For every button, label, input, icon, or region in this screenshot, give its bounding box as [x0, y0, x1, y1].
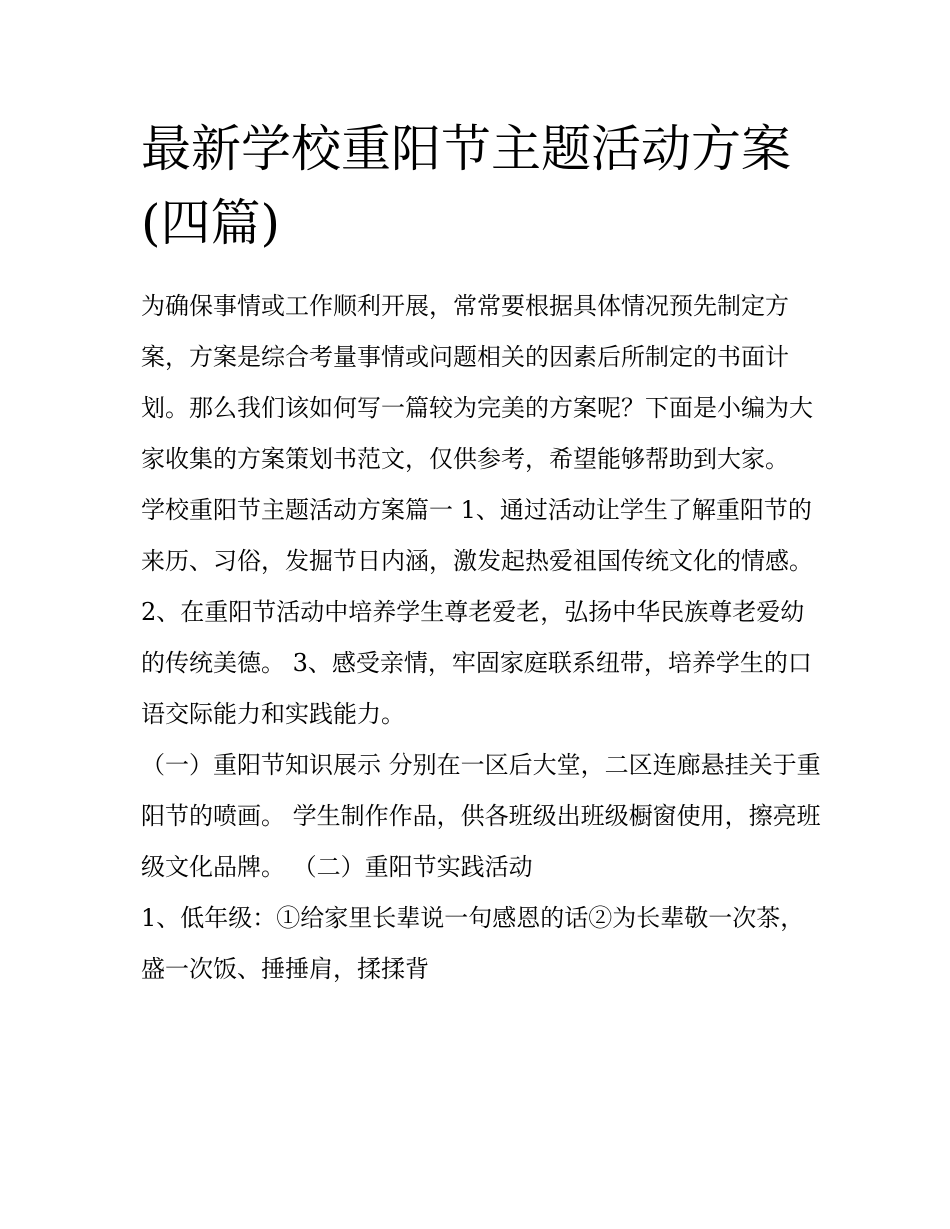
paragraph-intro: 为确保事情或工作顺利开展，常常要根据具体情况预先制定方案，方案是综合考量事情或问题相关的因素后所制定的书面计划。那么我们该如何写一篇较为完美的方案呢？下面是小编为大家收集的方案策划书范文，仅供参考，希望能够帮助到大家。: [141, 292, 813, 473]
paragraph-plan-one-goals-2-3: 2、在重阳节活动中培养学生尊老爱老，弘扬中华民族尊老爱幼的传统美德。 3、感受亲情，牢固家庭联系纽带，培养学生的口语交际能力和实践能力。: [141, 598, 812, 728]
paragraph-plan-one-goal-1: 学校重阳节主题活动方案篇一 1、通过活动让学生了解重阳节的来历、习俗，发掘节日内涵，激发起热爱祖国传统文化的情感。: [141, 496, 813, 575]
document-body: [141, 112, 821, 995]
document-title: 最新学校重阳节主题活动方案(四篇): [141, 120, 791, 252]
paragraph-lower-grade-activity: 1、低年级：①给家里长辈说一句感恩的话②为长辈敬一次茶，盛一次饭、捶捶肩，揉揉背: [141, 904, 805, 983]
paragraph-knowledge-display: （一）重阳节知识展示 分别在一区后大堂，二区连廊悬挂关于重阳节的喷画。 学生制作作品，供各班级出班级橱窗使用，擦亮班级文化品牌。 （二）重阳节实践活动: [141, 751, 821, 881]
